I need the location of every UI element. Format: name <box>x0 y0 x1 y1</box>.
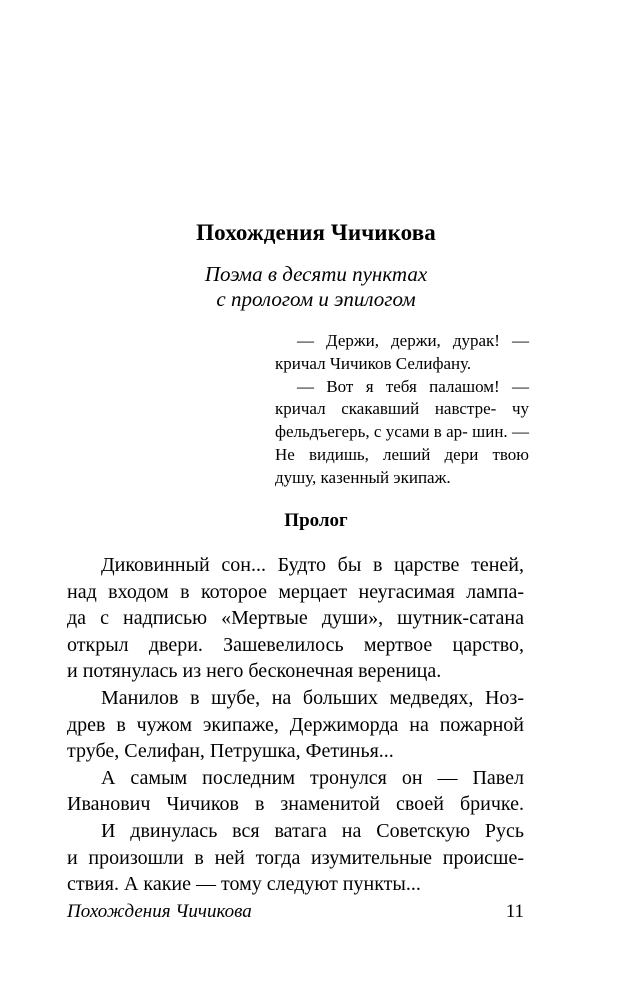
text-line: И двинулась вся ватага на Советскую Русь <box>101 819 524 842</box>
epigraph-line: — Держи, держи, дурак! — <box>297 331 529 350</box>
epigraph-line: кричал Чичиков Селифану. <box>275 353 472 373</box>
subtitle-line: Поэма в десяти пунктах <box>204 262 428 286</box>
epigraph-line: кричал скакавший навстре- <box>275 399 497 419</box>
running-title: Похождения Чичикова <box>67 901 252 922</box>
text-line: да с надписью «Мертвые души», шутник-сатана <box>67 607 524 630</box>
epigraph-line: — Вот я тебя палашом! — <box>297 376 529 396</box>
epigraph-line: чу фельдъегерь, с усами в ар- <box>275 399 530 442</box>
epigraph-paragraph <box>275 330 529 376</box>
text-line: над входом в которое мерцает неугасимая лампа- <box>67 580 524 603</box>
text-line: древ в чужом экипаже, Держиморда на пожарной <box>67 713 524 736</box>
paragraph <box>67 552 524 685</box>
text-line: Иванович Чичиков в знаменитой своей бричке. <box>67 793 524 816</box>
epigraph <box>275 330 529 490</box>
text-line: и произошли в ней тогда изумительные происше- <box>67 846 524 869</box>
text-line: открыл двери. Зашевелилось мертвое царство, <box>67 633 524 656</box>
subtitle <box>0 262 632 312</box>
page-number: 11 <box>505 901 524 922</box>
epigraph-paragraph <box>275 376 529 490</box>
epigraph-line: твою душу, казенный экипаж. <box>275 444 529 487</box>
epigraph-line: шин. — Не видишь, леший дери <box>275 422 529 464</box>
text-line: и потянулась из него бесконечная вереница. <box>67 660 442 683</box>
text-line: Манилов в шубе, на больших медведях, Ноз- <box>101 686 524 709</box>
paragraph <box>67 685 524 765</box>
paragraph <box>67 818 524 898</box>
text-line: ствия. А какие — тому следуют пункты... <box>67 873 421 896</box>
text-line: А самым последним тронулся он — Павел <box>101 766 524 789</box>
subtitle-line: с прологом и эпилогом <box>216 287 416 311</box>
text-line: трубе, Селифан, Петрушка, Фетинья... <box>67 740 394 763</box>
prolog-text <box>67 552 524 898</box>
page-title: Похождения Чичикова <box>196 220 436 245</box>
paragraph <box>67 765 524 818</box>
section-heading: Пролог <box>284 510 348 531</box>
text-line: Диковинный сон... Будто бы в царстве теней, <box>101 554 524 576</box>
